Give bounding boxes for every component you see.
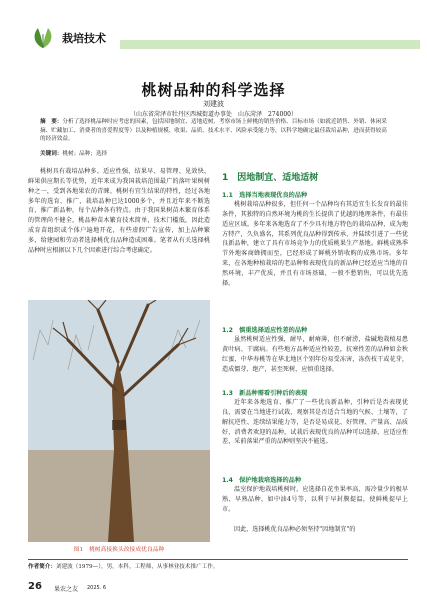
paragraph-1-4: 温室保护地栽培桃树时，应选择自花坐果率高、需冷量少的极早熟、早熟品种，如中油4号等，以利于早封膜提温，使鲜桃提早上市。 — [222, 486, 408, 513]
section-heading: 1 因地制宜、适地适树 — [222, 173, 319, 183]
keywords-text: 桃树；品种；选择 — [62, 151, 108, 157]
keywords — [40, 149, 390, 157]
journal-issue: 2025. 6 — [87, 585, 107, 591]
subheading-1-2: 1.2 慎重选择适应性差的品种 — [222, 327, 308, 334]
journal-name: 果农之友 — [54, 586, 79, 593]
author: 刘建波 — [203, 100, 224, 108]
orchard-photo — [28, 300, 210, 542]
subheading-1-4: 1.4 保护地栽培选择的品种 — [222, 477, 302, 484]
abstract — [40, 118, 390, 144]
closing-paragraph: 因此，选择桃优良品种必须坚持"因地制宜"的 — [234, 526, 356, 533]
paragraph-1-1: 桃树栽培品种很多，但任何一个品种均有其适宜生长发育的最佳条件，其独特的自然环境为桃的生长提供了优越的地理条件，有最佳适应区域。多年来各地选育了不少具有地方特色的栽培品种，成为地方特产，久负盛名，其系列优良品种得到传承，并陆续引进了一些优良新品种，建立了具有市场竞争力的优质桃果生产基地。鲜桃成熟季节外地客商蜂拥而至，已经形成了鲜桃外销收购的成熟市场。多年来，在各地种植栽培的老品种和表现优良的新品种已经适应当地的自然环境，丰产优质，并且有市场基础，一般不愁销售，可以优先选择。 — [222, 201, 408, 287]
paragraph-1-2: 虽然桃树适应性强，耐旱，耐瘠薄，但不耐涝，盐碱地栽植易患黄叶病、干腐病。有些地方品种适应性较差，抗寒性差的品种如金秋红蜜、中华寿桃等在华北地区个别年份易受冻害，冻伤枝干或花芽，造成僵芽、绝产，甚至死树，应慎重选择。 — [222, 336, 408, 373]
leaf-icon — [30, 24, 56, 50]
footnote-text: 刘建波（1979—），男，本科，工程师，从事林业技术推广工作。 — [55, 564, 219, 570]
abstract-text: 分析了选择桃品种时应考虑的因素，包括因地制宜、适地适树、考察市场上鲜桃的销售价格、目标市场（如就近销售、外销、休闲采摘、贮藏加工、消费者的喜爱程度等）以及种植规模、收果、品质、技术水平、风险承受能力等，以科学地确定最佳栽培品种，进而获得较高的经济效益。 — [40, 119, 387, 143]
article-title: 桃树品种的科学选择 — [141, 81, 286, 99]
keywords-label: 关键词： — [40, 151, 63, 157]
figure-caption: 图1 桃树高接换头改接成优良品种 — [73, 547, 165, 553]
subheading-1-3: 1.3 新品种需看引种后的表现 — [222, 390, 308, 397]
subheading-1-1: 1.1 选择当地表现优良的品种 — [222, 192, 308, 199]
page-number: 26 — [28, 581, 42, 592]
section-label: 栽培技术 — [62, 32, 106, 45]
footnote-divider — [28, 559, 408, 560]
intro-paragraph: 桃树具有栽培品种多、适应性强、结果早、易管理、见效快、鲜果供应期长等优势，近年来成为我国栽培范围最广的落叶果树树种之一，受到各地果农的青睐。桃树有宜生结果的特性，经过各地多年的选育、推广，栽培品种已达1000多个，并且近年来不断选育、推广新品种，每个品种各有特点。由于我国果树苗木繁育体系的管理尚不健全，桃品种苗木繁育技术简单，技术门槛低，因此造成育苗组织或个体户遍地开花，有些虚假广告宣传，加上品种繁多，给建园和劳动者选择桃优良品种造成困难。笔者从有关选择桃品种时应根据以下几个因素进行综合考虑确定。 — [28, 168, 210, 254]
graft-wrap — [112, 420, 126, 430]
footnote-label: 作者简介： — [28, 564, 56, 570]
abstract-label: 摘 要： — [40, 119, 63, 125]
header-accent-bar — [120, 40, 420, 49]
paragraph-1-3: 近年来各地选育、推广了一些优良新品种，引种后是否表现优良，需要在当地进行试栽、观察其是否适合当地的气候、土壤等，了解抗逆性、连续结果能力等，是否是易成花、好管理、产量高、品质好、消费者欢迎的品种，试栽后表现优良的品种可以选择，应适应性差、采前落果严重的品种则坚决不能选。 — [222, 399, 408, 446]
affiliation: （山东省菏泽市牡丹区西城街道办事处 山东菏泽 274000） — [130, 111, 297, 118]
author-note — [28, 562, 218, 570]
